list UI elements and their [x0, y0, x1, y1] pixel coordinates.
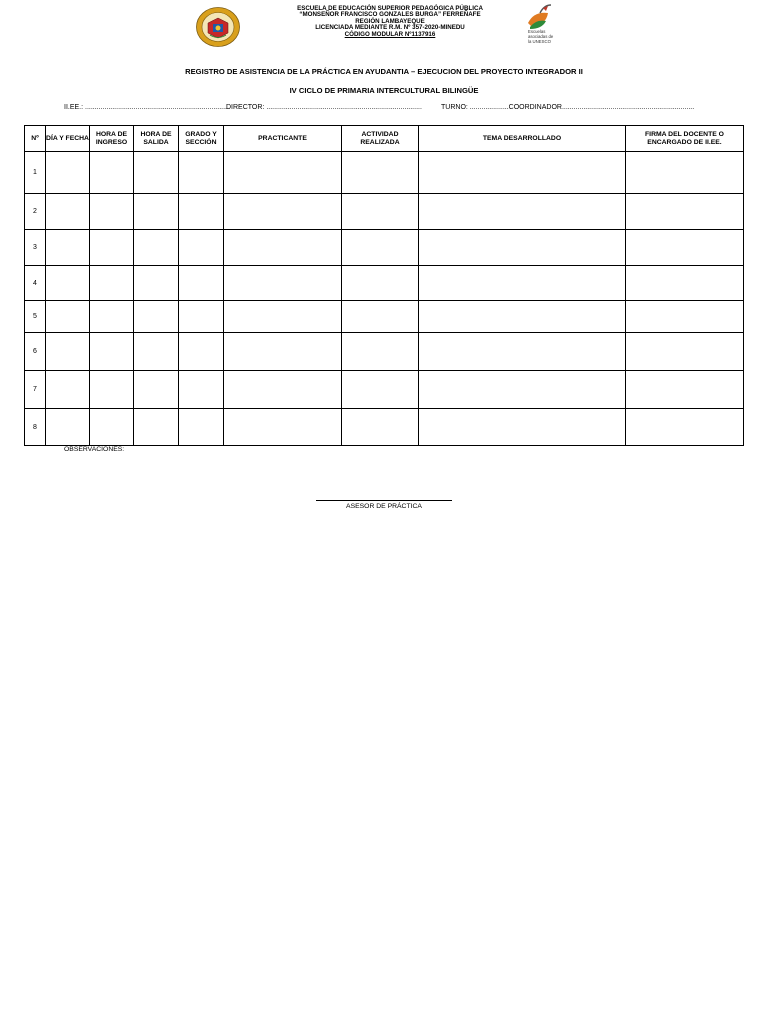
cell-practitioner[interactable] — [224, 409, 342, 446]
cell-date[interactable] — [46, 230, 90, 266]
col-header-signature: FIRMA DEL DOCENTE O ENCARGADO DE II.EE. — [626, 126, 744, 152]
row-number: 3 — [25, 230, 46, 266]
cell-date[interactable] — [46, 266, 90, 301]
cell-exit-time[interactable] — [134, 301, 179, 333]
cell-date[interactable] — [46, 152, 90, 194]
cell-entry-time[interactable] — [90, 152, 134, 194]
cell-grade-section[interactable] — [179, 152, 224, 194]
cell-topic[interactable] — [419, 409, 626, 446]
institution-seal-logo — [196, 7, 240, 47]
table-row — [25, 194, 744, 230]
cell-grade-section[interactable] — [179, 371, 224, 409]
institution-header — [270, 6, 510, 38]
header-line-name: “MONSEÑOR FRANCISCO GONZALES BURGA” FERREÑAFE — [299, 11, 481, 19]
cell-exit-time[interactable] — [134, 409, 179, 446]
cell-topic[interactable] — [419, 194, 626, 230]
cell-activity[interactable] — [342, 194, 419, 230]
col-header-number: Nº — [25, 126, 46, 152]
signature-line — [316, 500, 452, 501]
header-line-license: LICENCIADA MEDIANTE R.M. Nº 357-2020-MINEDU — [315, 24, 465, 32]
cell-topic[interactable] — [419, 230, 626, 266]
observations-label: OBSERVACIONES: — [64, 446, 125, 453]
cell-activity[interactable] — [342, 152, 419, 194]
cell-practitioner[interactable] — [224, 230, 342, 266]
unesco-schools-logo — [524, 3, 570, 51]
cell-signature[interactable] — [626, 266, 744, 301]
cell-date[interactable] — [46, 301, 90, 333]
cell-date[interactable] — [46, 333, 90, 371]
col-header-activity: ACTIVIDAD REALIZADA — [342, 126, 419, 152]
cell-activity[interactable] — [342, 230, 419, 266]
col-header-exit-time: HORA DE SALIDA — [134, 126, 179, 152]
cell-activity[interactable] — [342, 266, 419, 301]
cell-entry-time[interactable] — [90, 266, 134, 301]
cell-date[interactable] — [46, 194, 90, 230]
row-number: 6 — [25, 333, 46, 371]
cell-exit-time[interactable] — [134, 266, 179, 301]
director-field: DIRECTOR: ................................................................................ — [226, 104, 422, 111]
cell-activity[interactable] — [342, 301, 419, 333]
cell-signature[interactable] — [626, 409, 744, 446]
col-header-grade-section: GRADO Y SECCIÓN — [179, 126, 224, 152]
cell-topic[interactable] — [419, 266, 626, 301]
cell-grade-section[interactable] — [179, 230, 224, 266]
iiee-field: II.EE.: .......................................................................... — [64, 104, 229, 111]
cell-entry-time[interactable] — [90, 409, 134, 446]
header-line-school: ESCUELA DE EDUCACIÓN SUPERIOR PEDAGÓGICA PÚBLICA — [297, 5, 483, 12]
row-number: 1 — [25, 152, 46, 194]
turno-coordinador-field: TURNO: ....................COORDINADOR.................................................................... — [441, 104, 695, 111]
cell-signature[interactable] — [626, 333, 744, 371]
cell-signature[interactable] — [626, 152, 744, 194]
header-line-region: REGIÓN LAMBAYEQUE — [355, 17, 425, 25]
cell-exit-time[interactable] — [134, 230, 179, 266]
table-row — [25, 230, 744, 266]
col-header-entry-time: HORA DE INGRESO — [90, 126, 134, 152]
row-number: 7 — [25, 371, 46, 409]
table-row — [25, 371, 744, 409]
table-row — [25, 266, 744, 301]
cell-grade-section[interactable] — [179, 266, 224, 301]
cell-entry-time[interactable] — [90, 301, 134, 333]
cell-practitioner[interactable] — [224, 371, 342, 409]
cell-grade-section[interactable] — [179, 194, 224, 230]
cell-signature[interactable] — [626, 301, 744, 333]
cell-practitioner[interactable] — [224, 152, 342, 194]
cell-practitioner[interactable] — [224, 194, 342, 230]
cell-entry-time[interactable] — [90, 371, 134, 409]
cell-date[interactable] — [46, 409, 90, 446]
cell-activity[interactable] — [342, 409, 419, 446]
table-row — [25, 409, 744, 446]
advisor-signature-label: ASESOR DE PRÁCTICA — [346, 503, 422, 510]
table-row — [25, 152, 744, 194]
cell-grade-section[interactable] — [179, 333, 224, 371]
attendance-table — [24, 125, 744, 446]
table-row — [25, 333, 744, 371]
col-header-date: DÍA Y FECHA — [46, 126, 90, 152]
document-subtitle: IV CICLO DE PRIMARIA INTERCULTURAL BILINGÜE — [289, 86, 479, 95]
col-header-topic: TEMA DESARROLLADO — [419, 126, 626, 152]
col-header-practitioner: PRACTICANTE — [224, 126, 342, 152]
cell-activity[interactable] — [342, 371, 419, 409]
unesco-logo-caption: Escuelas asociadas de la UNESCO — [528, 29, 554, 44]
cell-signature[interactable] — [626, 194, 744, 230]
cell-entry-time[interactable] — [90, 333, 134, 371]
cell-activity[interactable] — [342, 333, 419, 371]
cell-signature[interactable] — [626, 371, 744, 409]
cell-topic[interactable] — [419, 301, 626, 333]
row-number: 5 — [25, 301, 46, 333]
cell-exit-time[interactable] — [134, 371, 179, 409]
cell-practitioner[interactable] — [224, 266, 342, 301]
cell-exit-time[interactable] — [134, 194, 179, 230]
cell-topic[interactable] — [419, 152, 626, 194]
row-number: 4 — [25, 266, 46, 301]
row-number: 2 — [25, 194, 46, 230]
document-title: REGISTRO DE ASISTENCIA DE LA PRÁCTICA EN AYUDANTIA – EJECUCION DEL PROYECTO INTEGRADOR II — [185, 67, 583, 76]
cell-practitioner[interactable] — [224, 333, 342, 371]
cell-grade-section[interactable] — [179, 301, 224, 333]
cell-entry-time[interactable] — [90, 194, 134, 230]
leaf-icon — [524, 3, 554, 31]
table-row — [25, 301, 744, 333]
cell-practitioner[interactable] — [224, 301, 342, 333]
cell-date[interactable] — [46, 371, 90, 409]
cell-exit-time[interactable] — [134, 152, 179, 194]
cell-topic[interactable] — [419, 371, 626, 409]
header-line-code: CÓDIGO MODULAR Nº1137916 — [344, 30, 436, 38]
cell-signature[interactable] — [626, 230, 744, 266]
cell-entry-time[interactable] — [90, 230, 134, 266]
cell-topic[interactable] — [419, 333, 626, 371]
cell-grade-section[interactable] — [179, 409, 224, 446]
row-number: 8 — [25, 409, 46, 446]
table-header-row — [25, 126, 744, 152]
cell-exit-time[interactable] — [134, 333, 179, 371]
